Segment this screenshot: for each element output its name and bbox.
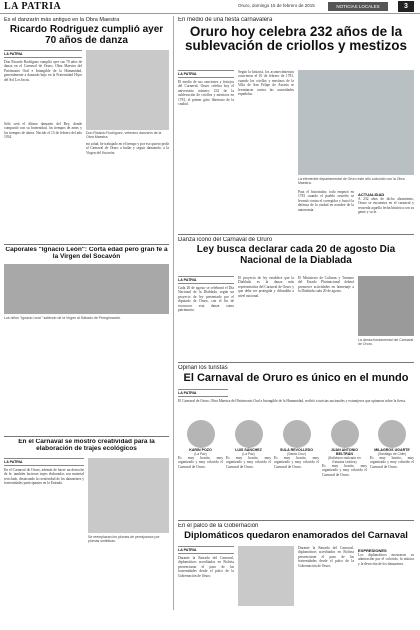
- diplomatic-photo: [238, 546, 294, 606]
- portrait-photo: [378, 420, 406, 448]
- diplomatic-kicker: En el palco de la Gobernación: [178, 523, 259, 529]
- person-place: (Santiago de Chile): [377, 452, 407, 456]
- trajes-headline: En el Carnaval se mostró creatividad para la elaboración de trajes ecológicos: [18, 439, 155, 452]
- opinion-person: [274, 420, 319, 515]
- trajes-col-1: [4, 458, 84, 608]
- diablada-headline: Ley busca declarar cada 20 de agosto Día Nacional de la Diablada: [196, 245, 396, 266]
- article-text: Don Ricardo Rodríguez cumplió ayer sus 70 años de danza en el Carnaval de Oruro, Obra Maestra del Patrimonio Oral e Intangible de la Humanidad, generalmente a danzado bajo en la Fraternidad Hijos del Sol Los Incas.: [4, 60, 82, 82]
- opinion-row: [178, 420, 414, 515]
- opinion-intro: [178, 389, 414, 417]
- plaza-caption: La efeméride departamental de Oruro este año coincidió con la Obra Maestra.: [298, 177, 405, 185]
- person-name: MILAGROS UGARTE: [374, 448, 410, 452]
- dateline: Oruro, domingo 15 de febrero de 2015: [238, 3, 315, 8]
- divider: [178, 362, 414, 363]
- person-name: LUIS SÁNCHEZ: [235, 448, 262, 452]
- newspaper-logo: LA PATRIA: [4, 1, 62, 12]
- caporales-headline: Caporales "Ignacio León": Corta edad pero gran fe a la Virgen del Socavón: [5, 247, 168, 260]
- person-quote: Es muy bonito, muy organizado y muy colorido el Carnaval de Oruro.: [274, 456, 319, 469]
- opinion-person: [322, 420, 367, 515]
- main-story-col-1: [178, 70, 234, 230]
- caporales-photo: [4, 264, 169, 314]
- person-quote: Es muy bonito, muy organizado y muy colorido el Carnaval de Oruro.: [226, 456, 271, 469]
- section-label: NOTICIAS LOCALES: [328, 2, 388, 11]
- person-quote: Es muy bonito, muy organizado y muy colorido el Carnaval de Oruro.: [370, 456, 414, 469]
- portrait-photo: [235, 420, 263, 448]
- person-place: (Boliviano radicado en Estados Unidos): [328, 456, 361, 464]
- portrait-photo: [283, 420, 311, 448]
- diablada-col-3: El Ministerio de Culturas y Turismo del Estado Plurinacional deberá promover actividades en homenaje a la Diablada cada 20 de agosto.: [298, 276, 354, 294]
- ricardo-photo: [86, 50, 169, 130]
- column-rule: [173, 16, 174, 610]
- main-story-kicker: En medio de una fiesta carnavalera: [178, 17, 273, 23]
- article-text: Los diplomáticos mostraron su admiración por el colorido, la música y la devoción de los danzarines.: [358, 553, 414, 566]
- person-name: JUAN ANTONIO BELTRÁN: [330, 448, 359, 456]
- byline: LA PATRIA: [178, 546, 234, 554]
- actualidad-label: ACTUALIDAD: [358, 192, 385, 197]
- diablada-col-1: [178, 276, 234, 358]
- article-text: A 232 años de dicho alzamiento, Oruro se encuentra en el carnaval y recuerda aquella fecha histórica con su gente y su fe.: [358, 197, 414, 215]
- left-story-headline: Ricardo Rodríguez cumplió ayer 70 años de danza: [9, 25, 164, 46]
- article-text: En el Carnaval de Oruro, además de hacer un derroche de fe, también lucieron trajes elaborados con material reciclado, destacando la creatividad de los danzarines y fraternidades participantes en la Entrada.: [4, 468, 84, 486]
- diablada-caption: La danza fundamental del Carnaval de Oruro.: [358, 338, 414, 346]
- person-place: (Santa Cruz): [287, 452, 306, 456]
- person-quote: Es muy bonito, muy organizado y muy colorido el Carnaval de Oruro.: [178, 456, 223, 469]
- page-number: 3: [398, 1, 414, 12]
- photo-caption: Don Ricardo Rodríguez, veterano danzarín de la Obra Maestra.: [86, 131, 162, 139]
- byline: LA PATRIA: [4, 458, 84, 466]
- byline: LA PATRIA: [178, 276, 234, 284]
- opinion-person: [226, 420, 271, 515]
- left-story-col-1b: Sólo será el último danzarín del Rey, donde compartió con su fraternidad, los tiempos de antes y los tiempos de ahora. Nacido el 13 de febrero del año 1934.: [4, 122, 82, 140]
- person-place: (La Paz): [242, 452, 255, 456]
- article-text: El Carnaval de Oruro, Obra Maestra del Patrimonio Oral e Intangible de la Humanidad, recibió a turistas nacionales y extranjeros que opinaron sobre la fiesta.: [178, 399, 406, 403]
- divider: [178, 520, 414, 521]
- opinion-person: [370, 420, 414, 515]
- person-place: (La Paz): [194, 452, 207, 456]
- opinion-kicker: Opinan los turistas: [178, 365, 228, 371]
- person-quote: Es muy bonito, muy organizado y muy colorido el Carnaval de Oruro.: [322, 464, 367, 477]
- main-story-col-3: Para el historiador, todo empezó en 1781 cuando el pueblo orureño se levantó contra el corregidor y buscó la defensa de la ciudad en nombre de la autonomía.: [298, 190, 354, 212]
- caporales-caption: Los niños "Ignacio León" saliendo de la Virgen al Sábado de Peregrinación.: [4, 316, 122, 320]
- diablada-col-2: El proyecto de ley establece que la Diablada es la danza más representativa del Carnaval de Oruro y que debe ser protegida y difundida a nivel nacional.: [238, 276, 294, 298]
- left-story-kicker: Es el danzarín más antiguo en la Obra Maestra: [4, 17, 120, 23]
- byline: LA PATRIA: [4, 50, 82, 58]
- expresiones-subhead: EXPRESIONES: [358, 548, 387, 553]
- diplomatic-col-3: [358, 546, 414, 610]
- left-story-col-1: [4, 50, 82, 120]
- divider: [4, 436, 169, 437]
- main-story-col-4: [358, 190, 414, 230]
- trajes-photo: [88, 458, 169, 533]
- diablada-kicker: Danza icono del Carnaval de Oruro: [178, 237, 273, 243]
- byline: LA PATRIA: [178, 389, 228, 397]
- person-name: KARIN POZO: [189, 448, 212, 452]
- opinion-headline: El Carnaval de Oruro es único en el mundo: [183, 373, 409, 384]
- trajes-caption: Se reemplazan los plumas de perrajueaux por plumas sintéticas.: [88, 535, 160, 543]
- byline: LA PATRIA: [178, 70, 234, 78]
- main-story-headline: Oruro hoy celebra 232 años de la sublevación de criollos y mestizos: [184, 25, 408, 54]
- article-text: Durante la Entrada del Carnaval, diplomáticos acreditados en Bolivia presenciaron el paso de las fraternidades desde el palco de la Gobernación de Oruro.: [178, 556, 234, 578]
- left-story-col-2: mi salud, he trabajado en el tiempo y por eso quiero pedir al Carnaval de Oruro a bailar y seguir danzando, a la Virgen del Socavón.: [86, 142, 169, 155]
- portrait-photo: [187, 420, 215, 448]
- main-story-col-2: Según la historia, los acontecimientos ocurrieron el 10 de febrero de 1781, cuando los criollos y mestizos de la Villa de San Felipe de Austria se levantaron contra las autoridades españolas.: [238, 70, 294, 96]
- diablada-photo: [358, 276, 414, 336]
- plaza-photo: [298, 70, 414, 175]
- article-text: Cada 20 de agosto se celebrará el Día Nacional de la Diablada, según un proyecto de ley presentado por el diputado de Oruro, con el fin de reconocer esta danza como patrimonio.: [178, 286, 234, 312]
- diplomatic-col-1: [178, 546, 234, 610]
- portrait-photo: [331, 420, 359, 448]
- divider: [4, 244, 169, 245]
- diplomatic-headline: Diplomáticos quedaron enamorados del Carnaval: [184, 531, 408, 541]
- article-text: El medio de sus canciones y festejos del Carnaval, Oruro celebra hoy el aniversario número 232 de la sublevación de criollos y mestizos en 1781, el primer grito libertario de la ciudad.: [178, 80, 234, 106]
- diplomatic-col-2: Durante la Entrada del Carnaval, diplomáticos acreditados en Bolivia presenciaron el paso de las fraternidades desde el palco de la Gobernación de Oruro.: [298, 546, 354, 568]
- opinion-person: [178, 420, 223, 515]
- person-name: SULA REVOLLEDO: [279, 448, 313, 452]
- divider: [178, 234, 414, 235]
